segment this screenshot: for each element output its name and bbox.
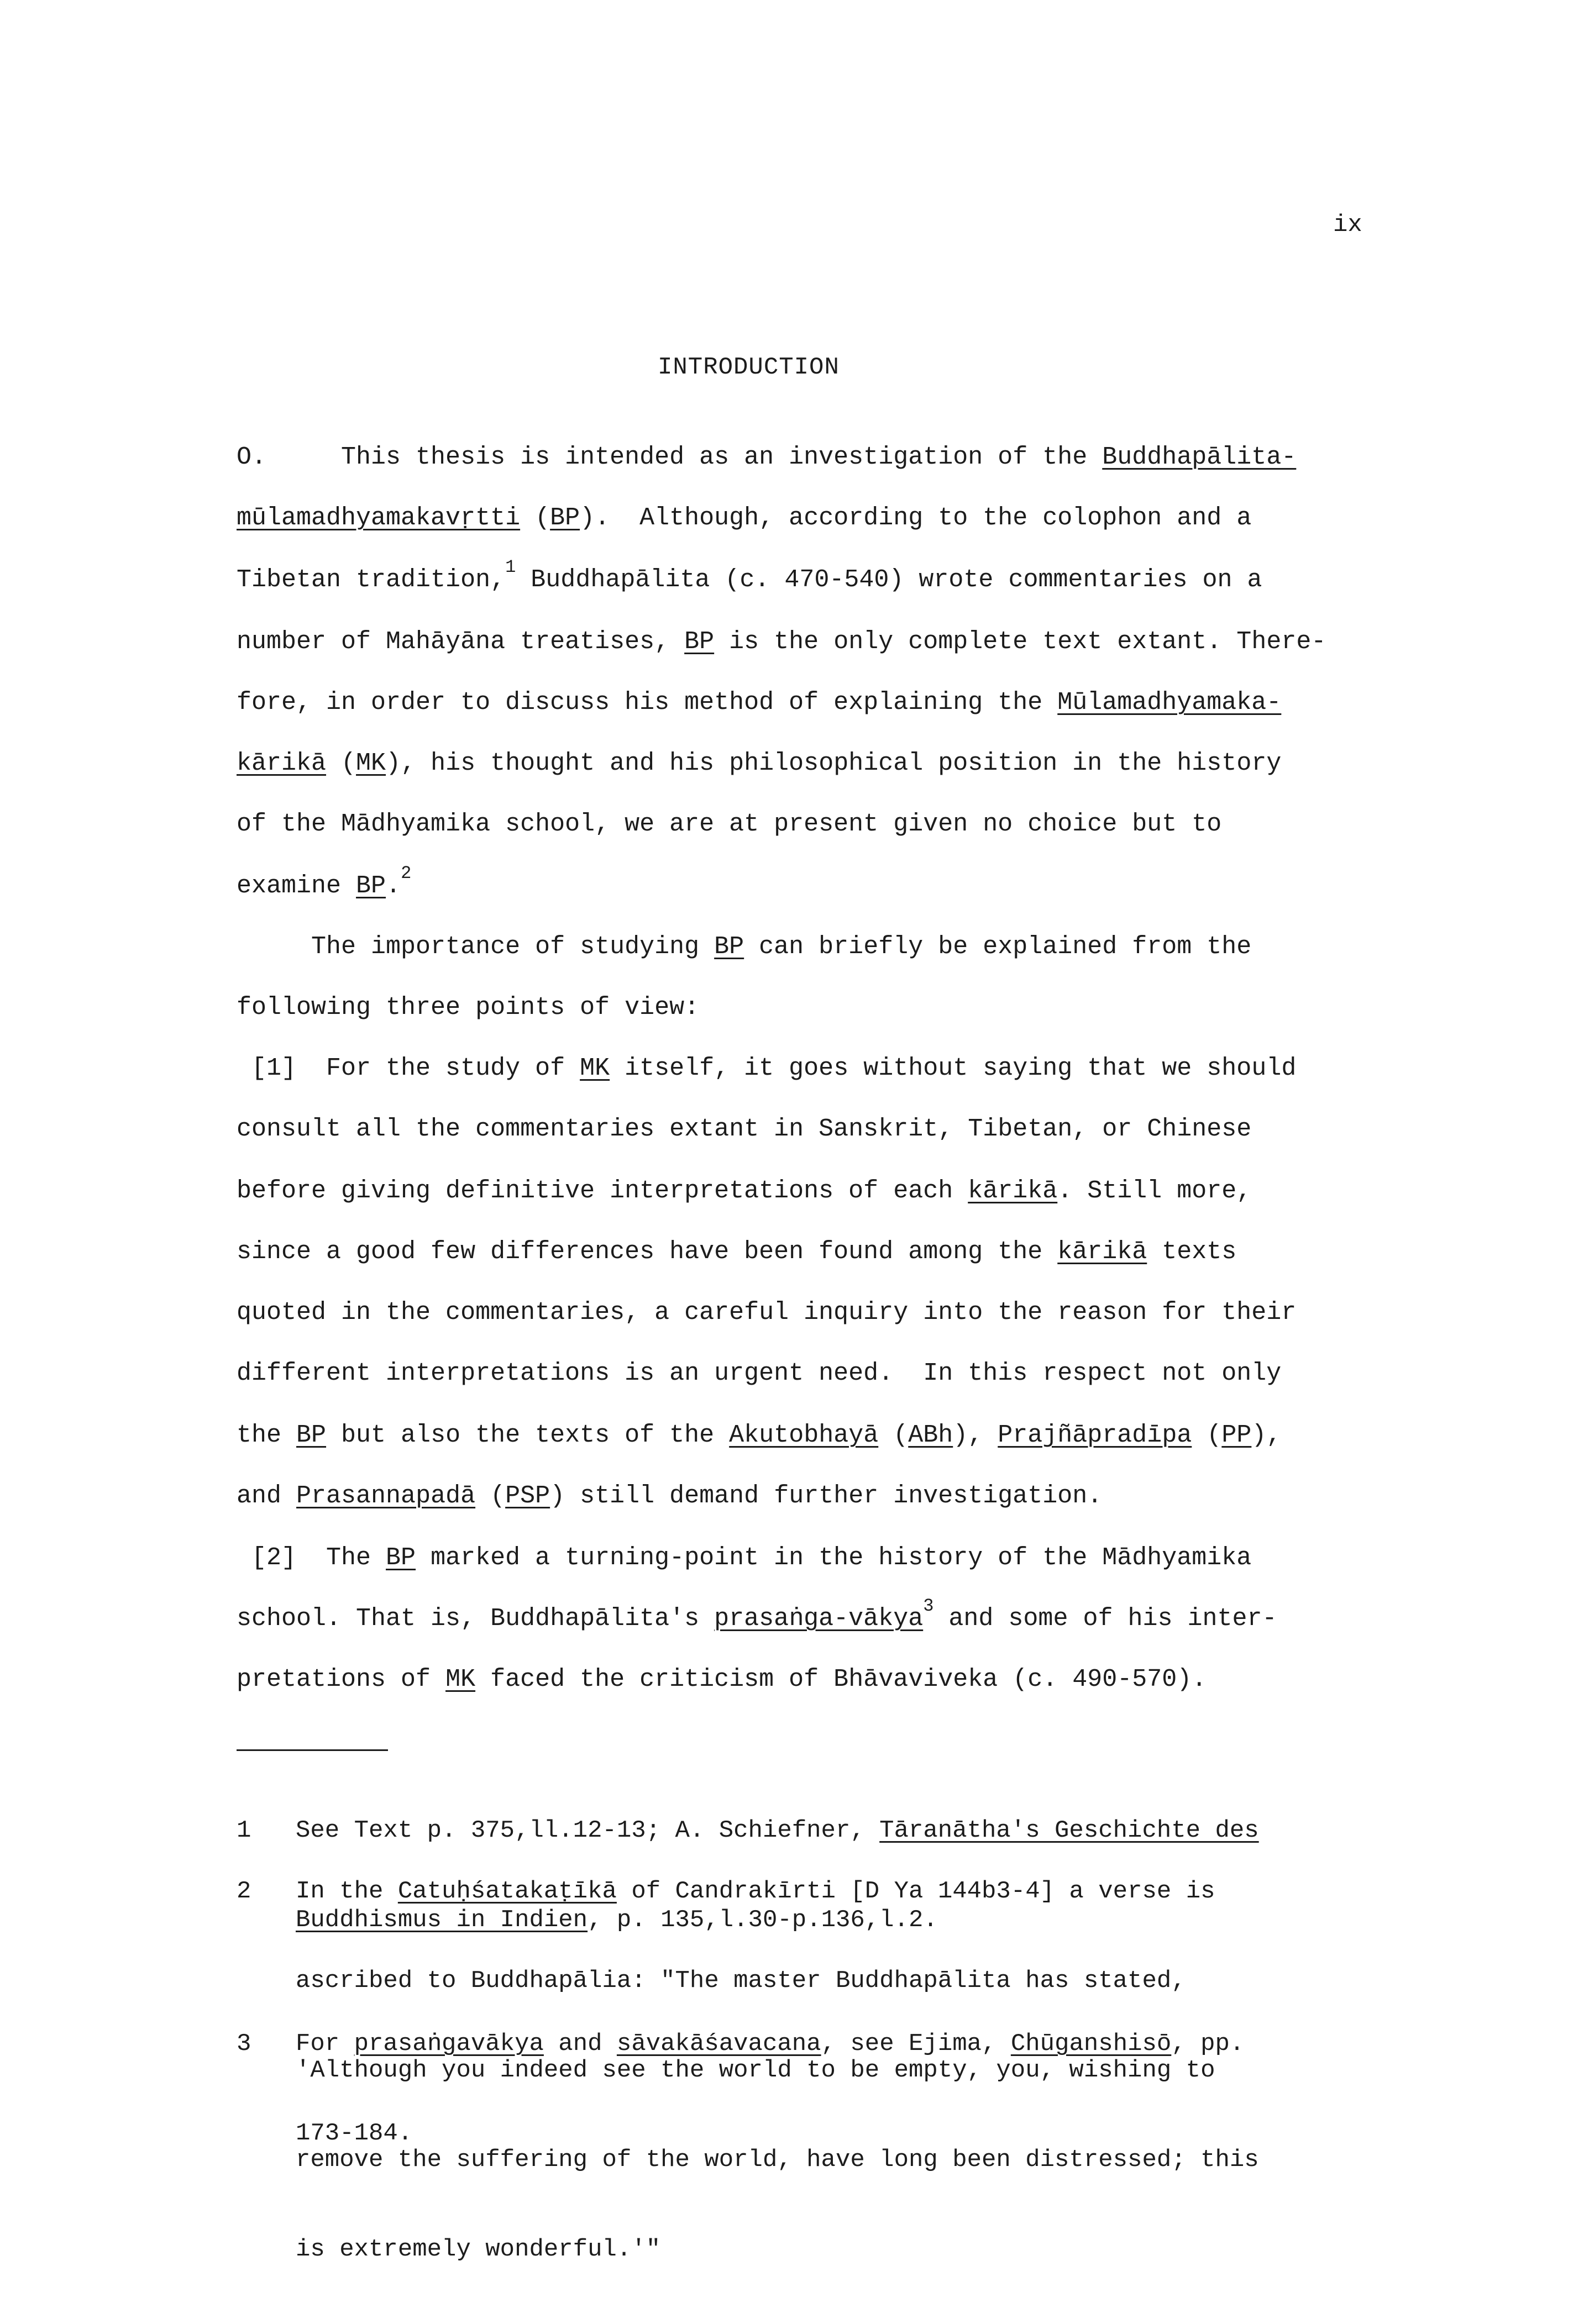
text-line: school. That is, Buddhapālita's prasaṅga-vākya$^3$ and some of his inter- (237, 1596, 1277, 1633)
text-line: The importance of studying BP can briefly be explained from the (237, 933, 1252, 961)
footnote-ref: 3 (923, 1596, 934, 1616)
text-line: [1] For the study of MK itself, it goes without saying that we should (237, 1054, 1297, 1082)
text-line: examine BP.$^2$ (237, 863, 412, 900)
footnote-2: 2 In the Catuḥśatakaṭīkā of Candrakīrti [D Ya 144b3-4] a verse is ascribed to Buddhapālia: "The master Buddhapālita has stated, 'Although you indeed see the world to be empty, you, wishing to remove the suffering of the world, have long been distressed; this is extremely wonderful.'" (237, 1878, 1259, 2263)
text-line: consult all the commentaries extant in Sanskrit, Tibetan, or Chinese (237, 1115, 1252, 1143)
text-line: number of Mahāyāna treatises, BP is the only complete text extant. There- (237, 628, 1326, 656)
text-line: following three points of view: (237, 993, 700, 1022)
footnote-1: 1 See Text p. 375,ll.12-13; A. Schiefner, Tāranātha's Geschichte des Buddhismus in Indien, p. 135,l.30-p.136,l.2. (237, 1817, 1259, 1934)
text-line: since a good few differences have been found among the kārikā texts (237, 1238, 1237, 1266)
text-line: kārikā (MK), his thought and his philosophical position in the history (237, 749, 1282, 777)
footnote-number: 3 (237, 2030, 251, 2058)
text-line: mūlamadhyamakavṛtti (BP). Although, according to the colophon and a (237, 504, 1252, 532)
text-line: fore, in order to discuss his method of explaining the Mūlamadhyamaka- (237, 688, 1282, 717)
text-line: of the Mādhyamika school, we are at present given no choice but to (237, 810, 1222, 838)
footnote-divider (237, 1749, 388, 1751)
page-number: ix (1333, 211, 1362, 239)
text-line: the BP but also the texts of the Akutobhayā (ABh), Prajñāpradīpa (PP), (237, 1421, 1282, 1449)
text-line: before giving definitive interpretations of each kārikā. Still more, (237, 1177, 1252, 1205)
footnote-number: 2 (237, 1878, 251, 1905)
text-line: Tibetan tradition,$^1$ Buddhapālita (c. 470-540) wrote commentaries on a (237, 557, 1262, 594)
page-title: INTRODUCTION (658, 354, 840, 381)
footnote-ref: 1 (505, 557, 516, 577)
footnote-ref: 2 (401, 863, 412, 884)
text-line: and Prasannapadā (PSP) still demand further investigation. (237, 1482, 1103, 1510)
text-line: pretations of MK faced the criticism of Bhāvaviveka (c. 490-570). (237, 1665, 1207, 1694)
footnote-number: 1 (237, 1817, 251, 1844)
text-line: [2] The BP marked a turning-point in the history of the Mādhyamika (237, 1544, 1252, 1572)
text-line: quoted in the commentaries, a careful inquiry into the reason for their (237, 1298, 1297, 1327)
text-line: O. This thesis is intended as an investigation of the Buddhapālita- (237, 443, 1297, 471)
footnote-3: 3 For prasaṅgavākya and sāvakāśavacana, see Ejima, Chūganshisō, pp. 173-184. (237, 2030, 1245, 2147)
text-line: different interpretations is an urgent need. In this respect not only (237, 1359, 1282, 1387)
